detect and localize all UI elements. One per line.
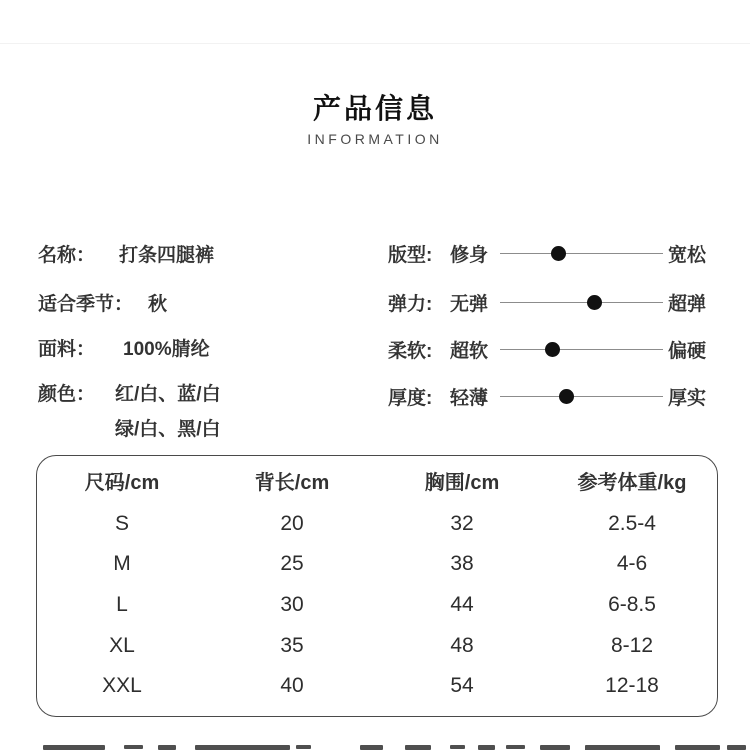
slider-line <box>500 302 663 304</box>
slider-dot <box>587 295 602 310</box>
table-row <box>37 666 717 706</box>
cropped-text-fragment <box>195 745 290 750</box>
field-label: 适合季节： <box>38 293 134 315</box>
slider-max-label: 偏硬 <box>668 340 707 362</box>
cell-weight: 8-12 <box>610 633 654 657</box>
col-header-size: 尺码/cm <box>84 471 160 494</box>
cell-weight: 4-6 <box>616 552 648 575</box>
page-title: 产品信息 <box>312 93 437 124</box>
cropped-text-fragment <box>727 745 746 750</box>
cell-size: S <box>114 512 129 535</box>
info-row-season <box>38 289 167 315</box>
slider-track <box>500 389 663 404</box>
slider-min-label: 超软 <box>450 340 489 362</box>
top-seam-line <box>0 43 750 44</box>
cell-size: L <box>116 592 128 616</box>
cell-size: XXL <box>102 674 142 697</box>
cell-back-length: 30 <box>280 592 304 616</box>
cell-weight: 6-8.5 <box>608 592 656 616</box>
cropped-text-fragment <box>540 745 570 750</box>
slider-track <box>500 246 663 261</box>
cropped-text-fragment <box>585 745 660 750</box>
size-table <box>36 455 718 717</box>
field-value: 秋 <box>148 293 168 315</box>
info-row-fabric <box>38 334 210 360</box>
col-header-chest: 胸围/cm <box>424 471 500 494</box>
slider-min-label: 轻薄 <box>450 387 489 409</box>
slider-label: 厚度: <box>388 387 433 409</box>
cell-back-length: 40 <box>280 674 304 697</box>
cell-weight: 2.5-4 <box>608 512 656 535</box>
col-header-back-length: 背长/cm <box>254 471 330 494</box>
field-value: 100%腈纶 <box>123 338 210 360</box>
cell-chest: 54 <box>450 674 474 697</box>
title-block <box>0 92 750 147</box>
info-row-name <box>38 240 214 266</box>
field-label: 名称： <box>38 244 96 266</box>
slider-row-elasticity <box>388 289 706 315</box>
field-value: 打条四腿裤 <box>119 244 215 266</box>
page-subtitle: INFORMATION <box>307 131 443 147</box>
field-value-line2: 绿/白、黑/白 <box>115 418 221 440</box>
cell-size: M <box>113 552 131 575</box>
cropped-text-fragment <box>506 745 525 749</box>
slider-max-label: 超弹 <box>668 293 707 315</box>
cropped-text-fragment <box>296 745 311 749</box>
slider-line <box>500 253 663 255</box>
cropped-text-fragment <box>124 745 143 749</box>
cell-chest: 44 <box>450 592 474 616</box>
cell-back-length: 20 <box>280 512 304 535</box>
slider-max-label: 厚实 <box>668 387 707 409</box>
cell-weight: 12-18 <box>605 674 659 697</box>
slider-label: 柔软: <box>388 340 433 362</box>
cell-chest: 48 <box>450 633 474 657</box>
field-value: 红/白、蓝/白 <box>115 383 221 405</box>
slider-row-fit <box>388 240 706 266</box>
slider-label: 弹力: <box>388 293 433 315</box>
col-header-weight: 参考体重/kg <box>577 471 687 494</box>
slider-label: 版型: <box>388 244 433 266</box>
cell-chest: 38 <box>450 552 474 575</box>
slider-dot <box>559 389 574 404</box>
slider-track <box>500 342 663 357</box>
cropped-text-fragment <box>158 745 176 750</box>
cropped-text-fragment <box>675 745 720 750</box>
slider-row-thickness <box>388 383 706 409</box>
slider-track <box>500 295 663 310</box>
cell-back-length: 25 <box>280 552 304 575</box>
slider-row-softness <box>388 336 706 362</box>
slider-line <box>500 349 663 351</box>
cell-chest: 32 <box>450 512 474 535</box>
size-table-header <box>37 456 717 504</box>
slider-max-label: 宽松 <box>668 244 707 266</box>
slider-dot <box>551 246 566 261</box>
slider-min-label: 无弹 <box>450 293 489 315</box>
slider-min-label: 修身 <box>450 244 489 266</box>
slider-dot <box>545 342 560 357</box>
info-row-color <box>38 379 221 405</box>
table-row <box>37 584 717 625</box>
field-label: 面料： <box>38 338 96 360</box>
cropped-text-fragment <box>43 745 105 750</box>
field-label: 颜色： <box>38 383 96 405</box>
cropped-text-fragment <box>450 745 465 749</box>
table-row <box>37 625 717 666</box>
cell-back-length: 35 <box>280 633 304 657</box>
table-row <box>37 504 717 544</box>
cropped-text-fragment <box>478 745 495 750</box>
cell-size: XL <box>109 633 135 657</box>
cropped-text-fragment <box>405 745 431 750</box>
table-row <box>37 544 717 584</box>
cropped-text-fragment <box>360 745 383 750</box>
slider-line <box>500 396 663 398</box>
